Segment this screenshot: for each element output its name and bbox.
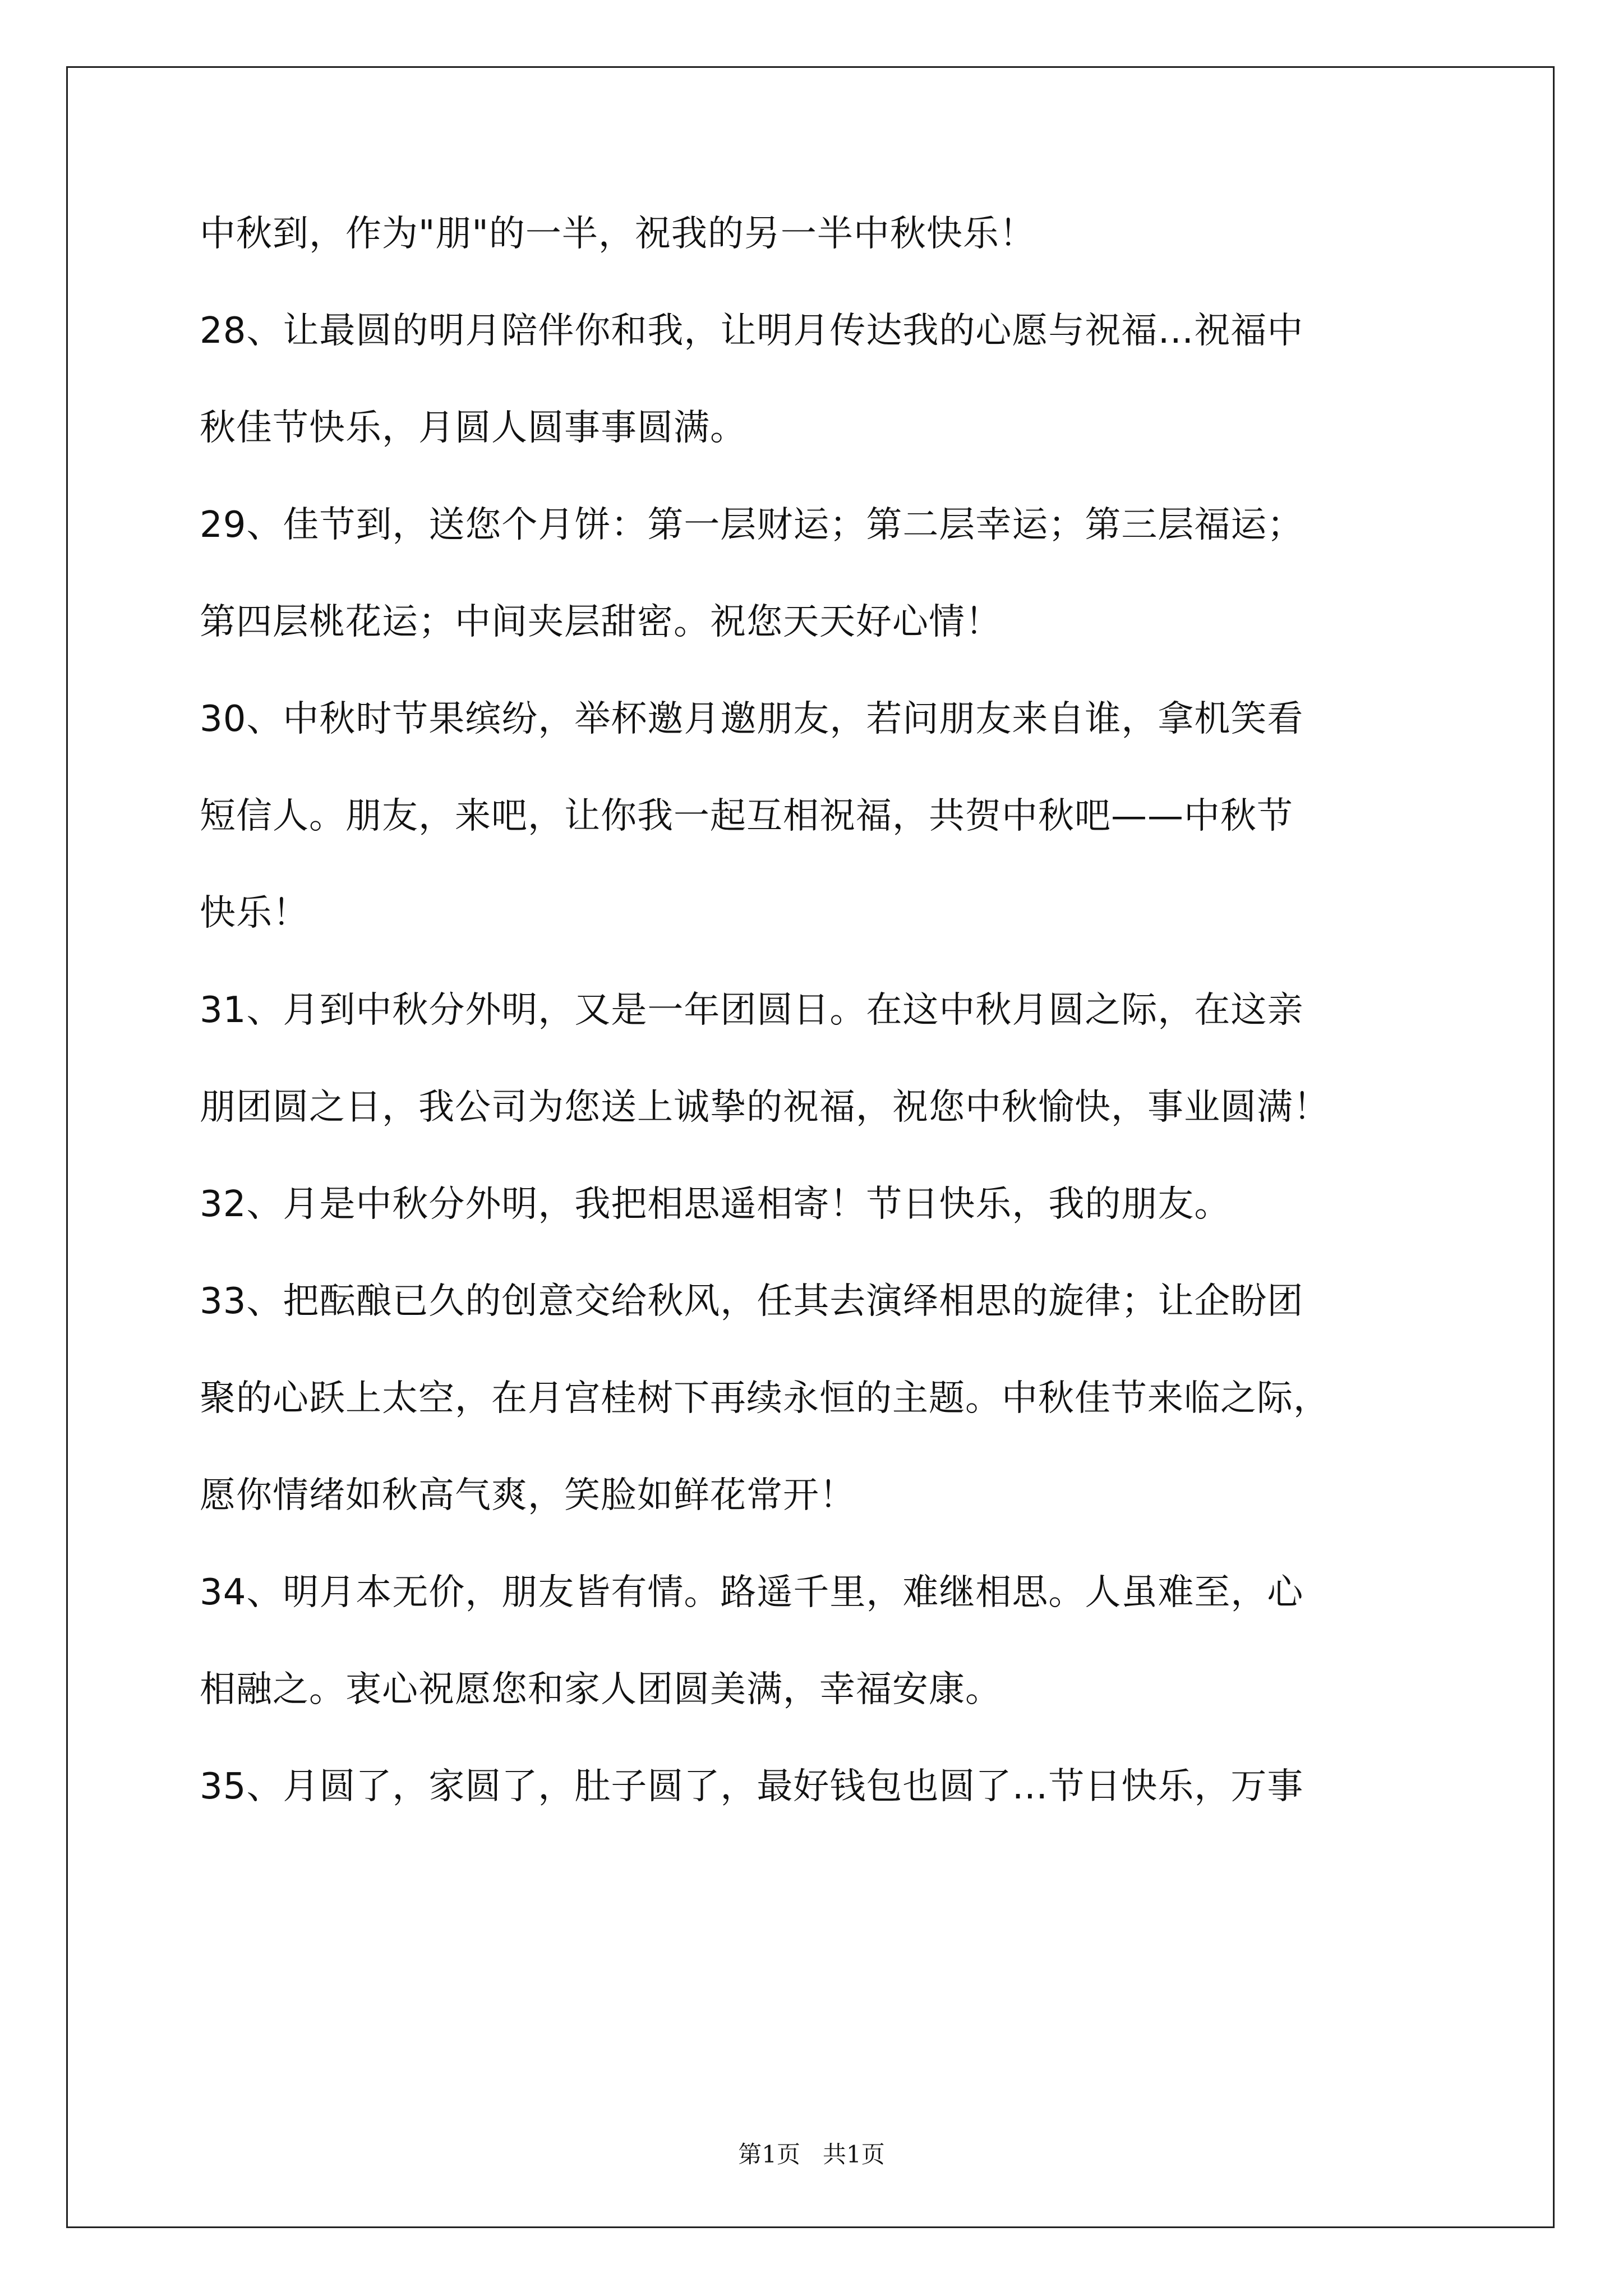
page-total: 共1页 [823, 2141, 885, 2168]
text-line: 29、佳节到，送您个月饼：第一层财运；第二层幸运；第三层福运； [200, 504, 1304, 546]
text-line: 朋团圆之日，我公司为您送上诚挚的祝福，祝您中秋愉快，事业圆满！ [200, 1087, 1330, 1128]
page-footer [0, 2136, 1623, 2170]
text-line: 秋佳节快乐，月圆人圆事事圆满。 [200, 407, 746, 449]
page-number: 第1页 [738, 2141, 800, 2168]
text-line: 聚的心跃上太空，在月宫桂树下再续永恒的主题。中秋佳节来临之际， [200, 1378, 1330, 1419]
text-line: 32、月是中秋分外明，我把相思遥相寄！节日快乐，我的朋友。 [200, 1184, 1231, 1225]
text-line: 31、月到中秋分外明，又是一年团圆日。在这中秋月圆之际，在这亲 [200, 990, 1304, 1031]
text-line: 33、把酝酿已久的创意交给秋风，任其去演绎相思的旋律；让企盼团 [200, 1281, 1304, 1322]
text-line: 第四层桃花运；中间夹层甜密。祝您天天好心情！ [200, 601, 1002, 643]
text-line: 28、让最圆的明月陪伴你和我，让明月传达我的心愿与祝福…祝福中 [200, 310, 1304, 352]
text-line: 35、月圆了，家圆了，肚子圆了，最好钱包也圆了…节日快乐，万事 [200, 1766, 1304, 1807]
text-line: 愿你情绪如秋高气爽，笑脸如鲜花常开！ [200, 1475, 856, 1516]
text-line: 快乐！ [200, 892, 309, 934]
text-line: 相融之。衷心祝愿您和家人团圆美满，幸福安康。 [200, 1669, 1002, 1710]
text-line: 中秋到，作为"朋"的一半，祝我的另一半中秋快乐！ [200, 213, 1036, 255]
text-line: 34、明月本无价，朋友皆有情。路遥千里，难继相思。人虽难至，心 [200, 1572, 1304, 1613]
text-line: 短信人。朋友，来吧，让你我一起互相祝福，共贺中秋吧——中秋节 [200, 795, 1293, 837]
text-line: 30、中秋时节果缤纷，举杯邀月邀朋友，若问朋友来自谁，拿机笑看 [200, 698, 1304, 740]
document-body [200, 209, 1445, 1858]
